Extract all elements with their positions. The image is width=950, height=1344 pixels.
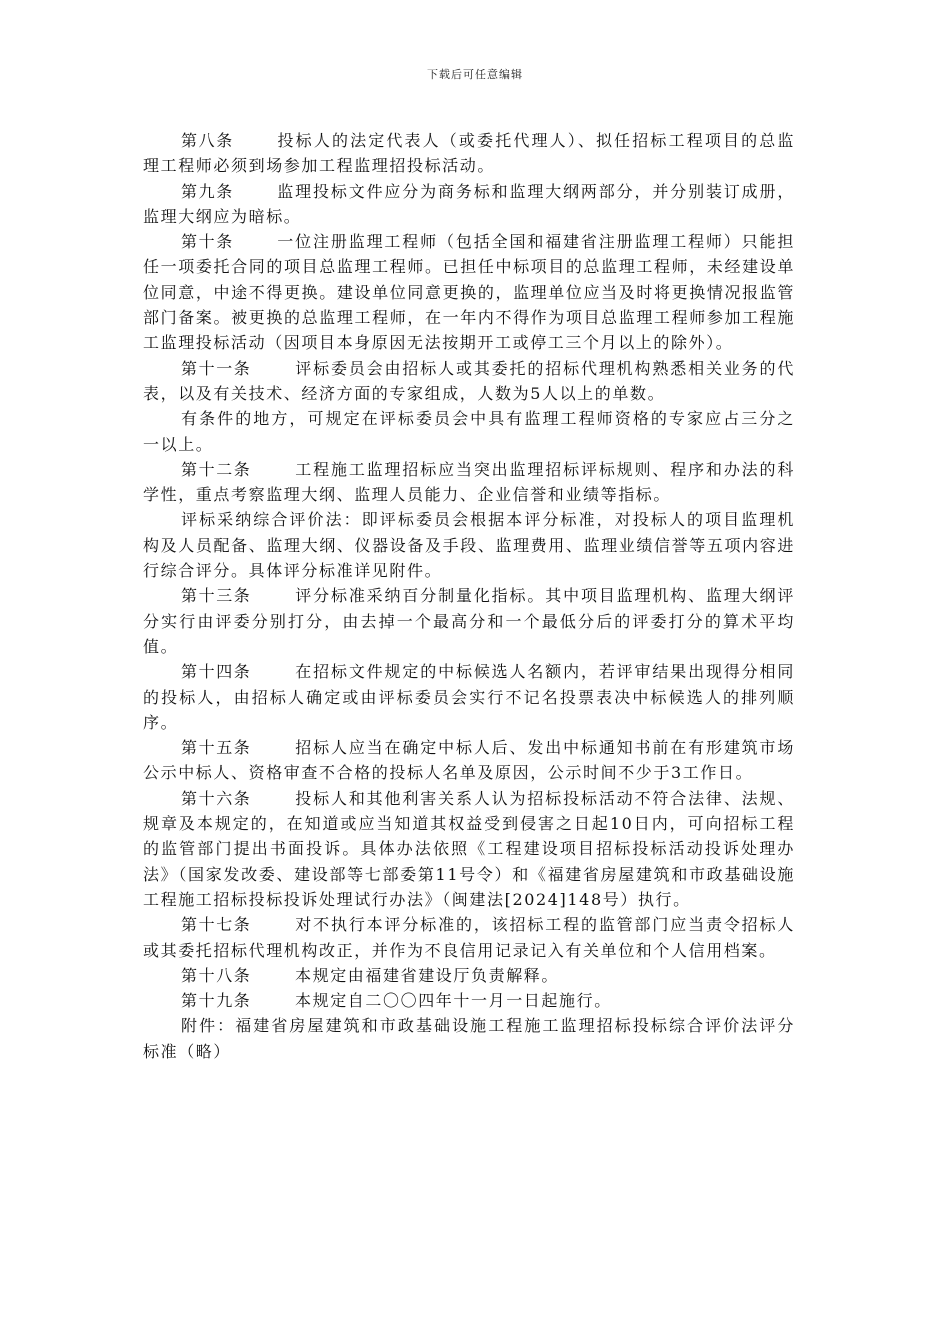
article-11-paragraph [143,406,795,457]
article-15 [143,735,795,786]
article-number: 第十三条 [181,586,252,606]
article-number: 第十七条 [181,915,252,935]
article-text: 监理投标文件应分为商务标和监理大纲两部分，并分别装订成册，监理大纲应为暗标。 [143,181,795,226]
article-text: 投标人的法定代表人（或委托代理人）、拟任招标工程项目的总监理工程师必须到场参加工程监理招投标活动。 [143,131,795,176]
article-number: 第十四条 [181,662,252,682]
article-13 [143,583,795,659]
article-14 [143,659,795,735]
article-9 [143,179,795,230]
article-number: 第十八条 [181,965,252,985]
article-text: 工程施工监理招标应当突出监理招标评标规则、程序和办法的科学性，重点考察监理大纲、监理人员能力、企业信誉和业绩等指标。 [143,459,795,505]
article-text: 评分标准采纳百分制量化指标。其中项目监理机构、监理大纲评分实行由评委分别打分，由去掉一个最高分和一个最低分后的评委打分的算术平均值。 [143,586,795,656]
article-number: 第十二条 [181,459,252,479]
paragraph-text: 评标采纳综合评价法：即评标委员会根据本评分标准，对投标人的项目监理机构及人员配备、监理大纲、仪器设备及手段、监理费用、监理业绩信誉等五项内容进行综合评分。具体评分标准详见附件。 [143,510,795,581]
article-number: 第十五条 [181,738,252,758]
article-18 [143,963,795,988]
article-text: 在招标文件规定的中标候选人名额内，若评审结果出现得分相同的投标人，由招标人确定或由评标委员会实行不记名投票表决中标候选人的排列顺序。 [143,662,795,732]
article-17 [143,912,795,963]
article-text: 本规定由福建省建设厅负责解释。 [295,965,560,985]
article-10 [143,229,795,355]
attachment-note [143,1013,795,1064]
article-number: 第十一条 [181,358,252,378]
article-number: 第十条 [181,232,234,252]
article-8 [143,128,795,179]
article-11 [143,356,795,407]
article-text: 对不执行本评分标准的，该招标工程的监管部门应当责令招标人或其委托招标代理机构改正，并作为不良信用记录记入有关单位和个人信用档案。 [143,915,795,960]
article-text: 投标人和其他利害关系人认为招标投标活动不符合法律、法规、规章及本规定的，在知道或应当知道其权益受到侵害之日起10日内，可向招标工程的监管部门提出书面投诉。具体办法依照《工程建设项目招标投标活动投诉处理办法》（国家发改委、建设部等七部委第11号令）和《福建省房屋建筑和市政基础设施工程施工招标投标投诉处理试行办法》（闽建法[2024]148号）执行。 [143,788,795,909]
article-19 [143,988,795,1013]
page-header: 下载后可任意编辑 [427,68,523,81]
paragraph-text: 附件：福建省房屋建筑和市政基础设施工程施工监理招标投标综合评价法评分标准（略） [143,1016,795,1061]
article-number: 第十九条 [181,991,252,1011]
article-12 [143,457,795,508]
article-12-paragraph [143,507,795,583]
article-16 [143,786,795,912]
article-text: 本规定自二〇〇四年十一月一日起施行。 [295,991,612,1011]
article-number: 第十六条 [181,788,252,808]
article-text: 一位注册监理工程师（包括全国和福建省注册监理工程师）只能担任一项委托合同的项目总监理工程师。已担任中标项目的总监理工程师，未经建设单位同意，中途不得更换。建设单位同意更换的，监理单位应当及时将更换情况报监管部门备案。被更换的总监理工程师，在一年内不得作为项目总监理工程师参加工程施工监理投标活动（因项目本身原因无法按期开工或停工三个月以上的除外）。 [143,232,795,353]
document-body [143,128,795,1064]
paragraph-text: 有条件的地方，可规定在评标委员会中具有监理工程师资格的专家应占三分之一以上。 [143,409,795,454]
article-text: 招标人应当在确定中标人后、发出中标通知书前在有形建筑市场公示中标人、资格审查不合格的投标人名单及原因，公示时间不少于3工作日。 [143,738,795,783]
article-text: 评标委员会由招标人或其委托的招标代理机构熟悉相关业务的代表，以及有关技术、经济方面的专家组成，人数为5人以上的单数。 [143,358,795,403]
article-number: 第九条 [181,181,234,201]
article-number: 第八条 [181,131,234,150]
